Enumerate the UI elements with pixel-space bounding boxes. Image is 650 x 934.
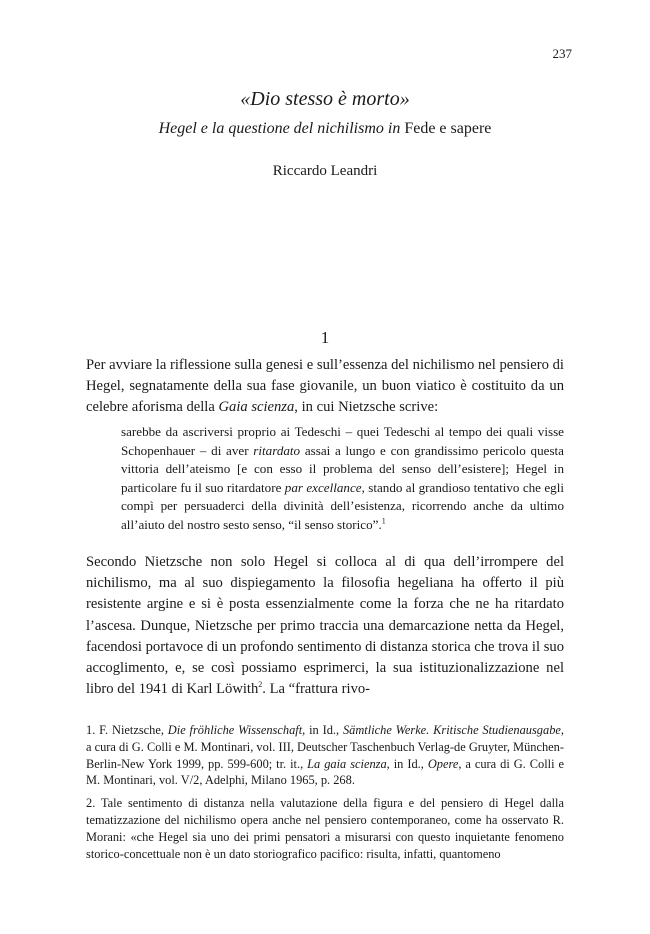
quote-italic: par excellance [284, 479, 362, 495]
footnote-text: , in Id., [302, 723, 343, 737]
footnotes [86, 722, 564, 868]
quote-text: assai a lungo e con grandissimo pericolo questa vittoria dell’ateismo [e con esso il problema del senso dell’esistere]; Hegel in particolare fu il suo ritardatore [121, 442, 564, 495]
paragraph-1-text: Per avviare la riflessione sulla genesi e sull’essenza del nichilismo nel pensiero di Hegel, segnatamente della sua fase giovanile, un buon viatico è costituito da un celebre aforisma della [86, 357, 564, 416]
paragraph-1-text-end: , in cui Nietzsche scrive: [294, 399, 439, 416]
chapter-subtitle [0, 120, 650, 138]
block-quote [121, 423, 564, 534]
footnote-italic: La gaia scienza [307, 756, 387, 771]
footnote-ref-1[interactable]: 1 [381, 516, 386, 526]
page-number: 237 [552, 46, 572, 61]
footnote-italic: Opere [427, 756, 459, 771]
section-number: 1 [320, 328, 330, 347]
footnote-text: , a cura di G. Colli e M. Montinari, vol. III, Deutscher Taschenbuch Verlag-de Gruyter, München-Berlin-New York 1999, pp. 599-600; tr. it., [86, 723, 564, 771]
footnote-italic: Die fröhliche Wissenschaft [167, 723, 303, 737]
quote-text: , stando al grandioso tentativo che egli compì per persuaderci della divinità dell’esistenza, ricorrendo anche da ultimo all’aiuto del nostro sesto senso, “il senso storico”. [121, 479, 565, 532]
chapter-title: «Dio stesso è morto» [240, 88, 410, 110]
subtitle-roman: Fede e sapere [400, 120, 492, 137]
footnote-1 [86, 722, 564, 789]
paragraph-2-text-end: . La “frattura rivo- [262, 681, 371, 698]
footnote-ref-2[interactable]: 2 [258, 680, 263, 690]
footnote-italic: Sämtliche Werke. Kritische Studienausgabe [342, 723, 561, 737]
quote-text: sarebbe da ascriversi proprio ai Tedeschi – quei Tedeschi al tempo dei quali visse Schopenhauer – di aver [121, 424, 564, 458]
quote-italic: ritardato [253, 442, 301, 458]
footnote-2: 2. Tale sentimento di distanza nella valutazione della figura e del pensiero di Hegel dalla tematizzazione del nichilismo opera anche nel pensiero contemporaneo, come ha osservato R. Morani: «che Hegel sia uno dei primi pensatori a misurarsi con questo inquietante fenomeno storico-concettuale non è un dato storiografico pacifico: risulta, infatti, quantomeno [86, 796, 564, 861]
paragraph-2-text: Secondo Nietzsche non solo Hegel si colloca al di qua dell’irrompere del nichilismo, ma al suo dispiegamento la filosofia hegeliana ha offerto il più resistente argine e si è posta essenzialmente come la forza che ne ha ritardato l’ascesa. Dunque, Nietzsche per primo traccia una demarcazione netta da Hegel, facendosi portavoce di un profondo sentimento di distanza storica che trova il suo accoglimento, e, se così possiamo esprimerci, la sua istituzionalizzazione nel libro del 1941 di Karl Löwith [86, 554, 564, 698]
paragraph-1-italic: Gaia scienza [218, 399, 295, 416]
footnote-text: , a cura di G. Colli e M. Montinari, vol. V/2, Adelphi, Milano 1965, p. 268. [86, 756, 564, 788]
footnote-text: , in Id., [386, 756, 428, 771]
paragraph-2 [86, 552, 564, 700]
subtitle-italic: Hegel e la questione del nichilismo in [158, 120, 401, 137]
footnote-text: 1. F. Nietzsche, [86, 723, 168, 737]
paragraph-1 [86, 355, 564, 419]
author-name: Riccardo Leandri [272, 163, 378, 179]
